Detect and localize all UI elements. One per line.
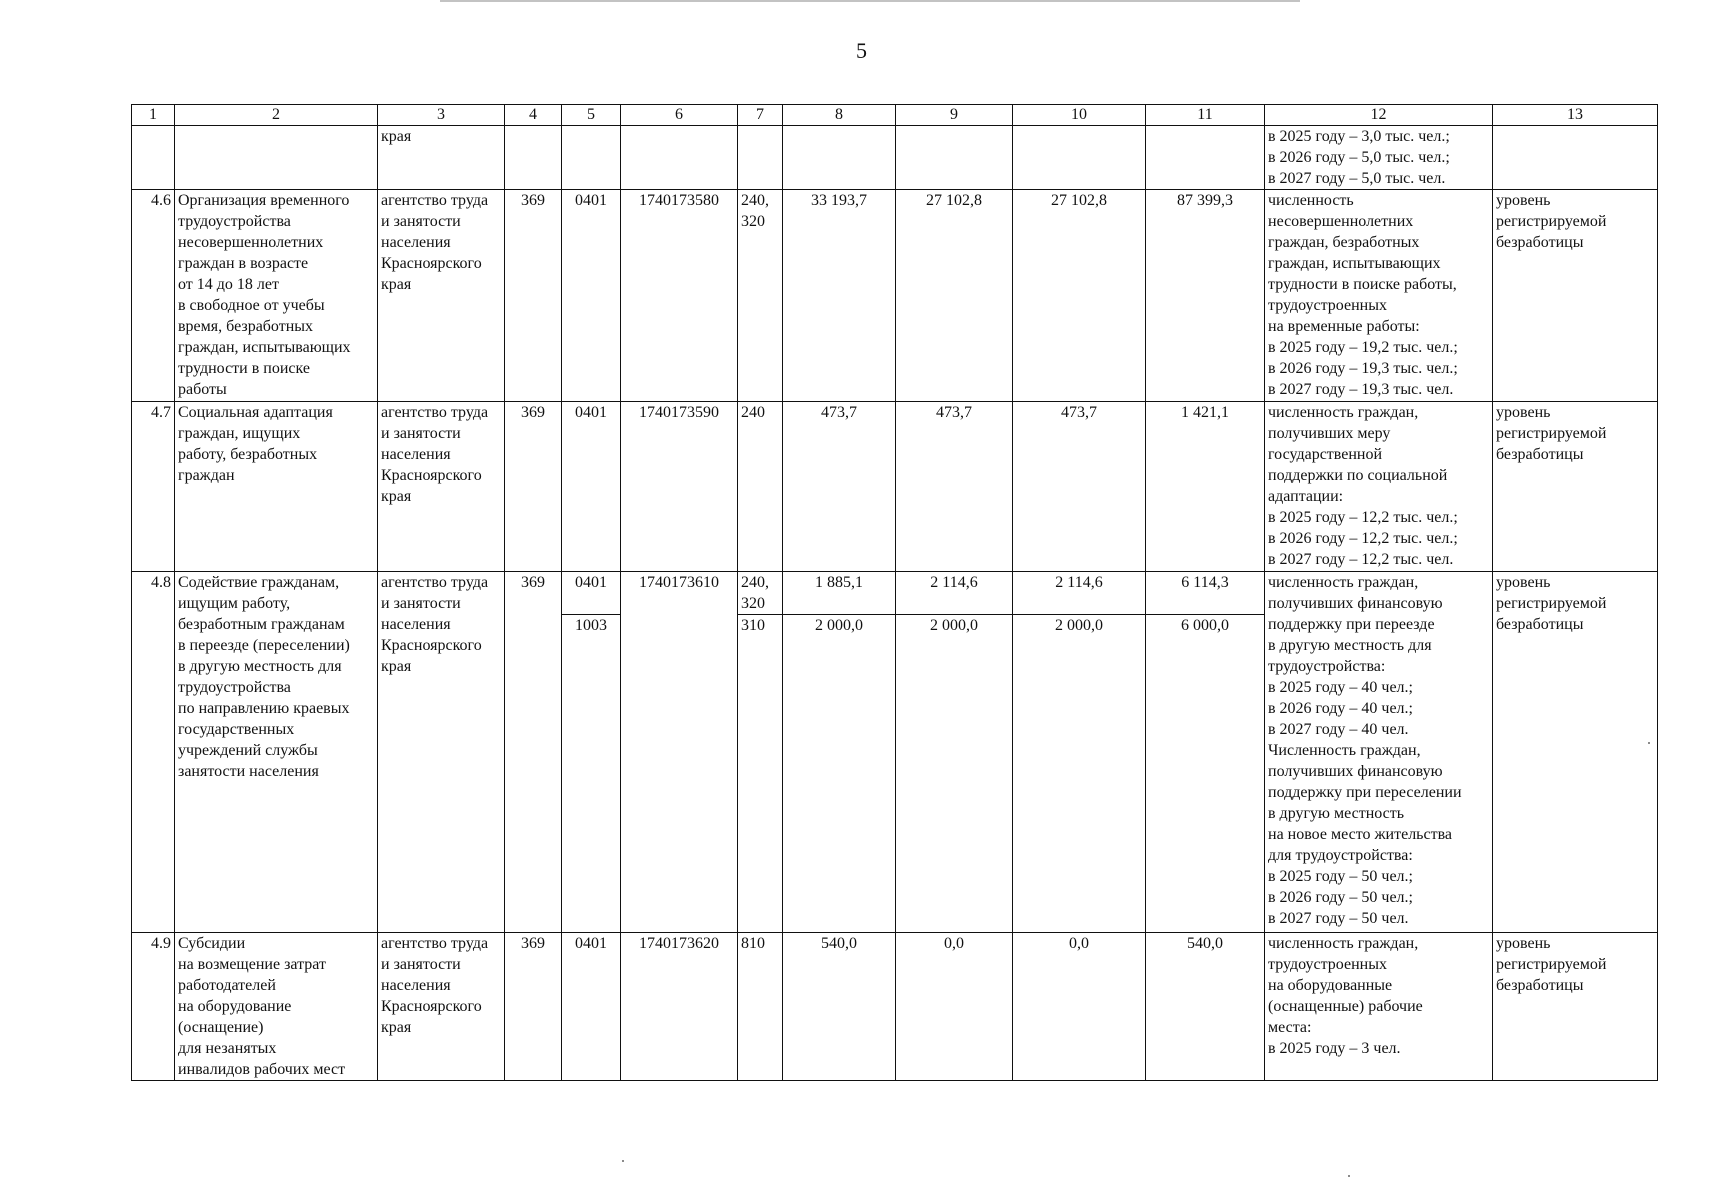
amount-2027: 473,7	[1013, 402, 1146, 572]
code-grbs: 369	[505, 572, 562, 933]
header-col-6: 6	[621, 105, 738, 126]
indicator-cell: численность граждан, получивших финансовую поддержку при переезде в другую местность для трудоустройства: в 2025 году – 40 чел.; в 2026 году – 40 чел.; в 2027 году – 40 чел. Численность граждан, получивших финансовую поддержку при переселении в другую местность на новое место жительства для трудоустройства: в 2025 году – 50 чел.; в 2026 году – 50 чел.; в 2027 году – 50 чел.	[1265, 572, 1493, 933]
indicator-cell: в 2025 году – 3,0 тыс. чел.; в 2026 году – 5,0 тыс. чел.; в 2027 году – 5,0 тыс. чел.	[1265, 126, 1493, 190]
activity-name: Субсидии на возмещение затрат работодателей на оборудование (оснащение) для незанятых инвалидов рабочих мест	[175, 933, 378, 1081]
amount-2025: 2 000,0	[783, 615, 896, 933]
page-number: 5	[856, 38, 867, 63]
row-number: 4.7	[132, 402, 175, 572]
amount-total: 6 114,3	[1146, 572, 1265, 615]
amount-2025: 540,0	[783, 933, 896, 1081]
amount-2025: 1 885,1	[783, 572, 896, 615]
continuation-row	[132, 126, 1658, 190]
code-vr: 310	[738, 615, 783, 933]
indicator-cell: численность граждан, получивших меру государственной поддержки по социальной адаптации: в 2025 году – 12,2 тыс. чел.; в 2026 году – 12,2 тыс. чел.; в 2027 году – 12,2 тыс. чел.	[1265, 402, 1493, 572]
amount-total: 6 000,0	[1146, 615, 1265, 933]
amount-2025: 473,7	[783, 402, 896, 572]
code-rzpr: 0401	[562, 572, 621, 615]
amount-2026: 0,0	[896, 933, 1013, 1081]
amount-2026: 2 114,6	[896, 572, 1013, 615]
agency-cell: агентство труда и занятости населения Красноярского края	[378, 933, 505, 1081]
result-cell: уровень регистрируемой безработицы	[1493, 402, 1658, 572]
header-col-9: 9	[896, 105, 1013, 126]
result-cell: уровень регистрируемой безработицы	[1493, 572, 1658, 933]
agency-cell: края	[378, 126, 505, 190]
header-col-11: 11	[1146, 105, 1265, 126]
scan-speck	[1348, 1175, 1350, 1177]
header-col-12: 12	[1265, 105, 1493, 126]
amount-2027: 2 114,6	[1013, 572, 1146, 615]
header-col-1: 1	[132, 105, 175, 126]
header-col-10: 10	[1013, 105, 1146, 126]
code-rzpr: 0401	[562, 190, 621, 402]
header-col-7: 7	[738, 105, 783, 126]
row-number: 4.8	[132, 572, 175, 933]
code-grbs: 369	[505, 402, 562, 572]
header-col-13: 13	[1493, 105, 1658, 126]
code-vr: 240	[738, 402, 783, 572]
scan-speck	[622, 1160, 624, 1162]
code-csr: 1740173580	[621, 190, 738, 402]
amount-2027: 27 102,8	[1013, 190, 1146, 402]
amount-total: 1 421,1	[1146, 402, 1265, 572]
result-cell: уровень регистрируемой безработицы	[1493, 933, 1658, 1081]
code-csr: 1740173610	[621, 572, 738, 933]
agency-cell: агентство труда и занятости населения Красноярского края	[378, 402, 505, 572]
header-col-2: 2	[175, 105, 378, 126]
amount-2026: 473,7	[896, 402, 1013, 572]
code-csr: 1740173620	[621, 933, 738, 1081]
code-vr: 240, 320	[738, 572, 783, 615]
agency-cell: агентство труда и занятости населения Красноярского края	[378, 190, 505, 402]
activity-name: Социальная адаптация граждан, ищущих работу, безработных граждан	[175, 402, 378, 572]
header-col-8: 8	[783, 105, 896, 126]
indicator-cell: численность граждан, трудоустроенных на оборудованные (оснащенные) рабочие места: в 2025 году – 3 чел.	[1265, 933, 1493, 1081]
table-row	[132, 933, 1658, 1081]
header-col-4: 4	[505, 105, 562, 126]
code-csr: 1740173590	[621, 402, 738, 572]
code-grbs: 369	[505, 190, 562, 402]
amount-2027: 0,0	[1013, 933, 1146, 1081]
scan-top-edge	[440, 0, 1300, 2]
agency-cell: агентство труда и занятости населения Красноярского края	[378, 572, 505, 933]
amount-2026: 27 102,8	[896, 190, 1013, 402]
amount-total: 87 399,3	[1146, 190, 1265, 402]
row-number: 4.9	[132, 933, 175, 1081]
amount-2026: 2 000,0	[896, 615, 1013, 933]
header-col-5: 5	[562, 105, 621, 126]
activity-name: Содействие гражданам, ищущим работу, безработным гражданам в переезде (переселении) в другую местность для трудоустройства по направлению краевых государственных учреждений службы занятости населения	[175, 572, 378, 933]
code-rzpr: 0401	[562, 402, 621, 572]
table-row	[132, 402, 1658, 572]
amount-2025: 33 193,7	[783, 190, 896, 402]
code-rzpr: 0401	[562, 933, 621, 1081]
code-rzpr: 1003	[562, 615, 621, 933]
amount-2027: 2 000,0	[1013, 615, 1146, 933]
amount-total: 540,0	[1146, 933, 1265, 1081]
program-activities-table	[131, 104, 1658, 1081]
activity-name: Организация временного трудоустройства несовершеннолетних граждан в возрасте от 14 до 18 лет в свободное от учебы время, безработных граждан, испытывающих трудности в поиске работы	[175, 190, 378, 402]
result-cell: уровень регистрируемой безработицы	[1493, 190, 1658, 402]
row-number: 4.6	[132, 190, 175, 402]
table-row	[132, 190, 1658, 402]
code-vr: 810	[738, 933, 783, 1081]
column-number-row	[132, 105, 1658, 126]
code-grbs: 369	[505, 933, 562, 1081]
indicator-cell: численность несовершеннолетних граждан, безработных граждан, испытывающих трудности в поиске работы, трудоустроенных на временные работы: в 2025 году – 19,2 тыс. чел.; в 2026 году – 19,3 тыс. чел.; в 2027 году – 19,3 тыс. чел.	[1265, 190, 1493, 402]
table-row	[132, 572, 1658, 615]
code-vr: 240, 320	[738, 190, 783, 402]
scan-speck	[1648, 742, 1650, 744]
header-col-3: 3	[378, 105, 505, 126]
